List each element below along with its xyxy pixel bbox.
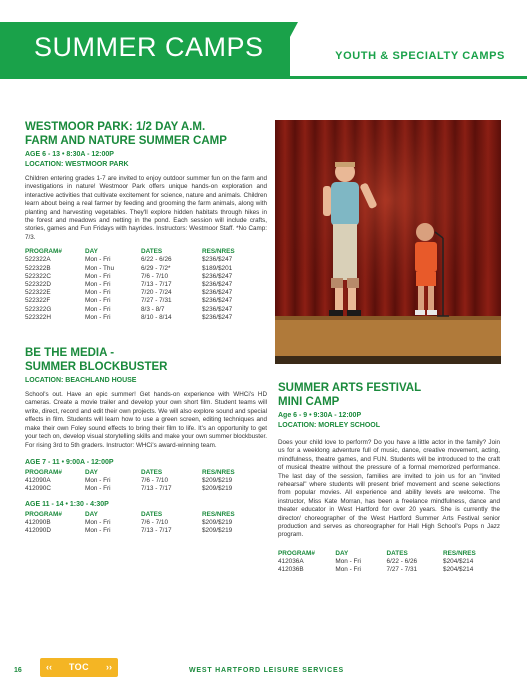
table-cell: $204/$214 <box>443 566 474 574</box>
media-location: LOCATION: BEACHLAND HOUSE <box>25 377 137 385</box>
media-schedule-table-1 <box>25 469 262 494</box>
column-header: RES/NRES <box>202 468 235 476</box>
table-row <box>25 527 262 535</box>
table-cell: 8/3 - 8/7 <box>141 305 165 313</box>
table-cell: 6/29 - 7/2* <box>141 264 171 272</box>
table-cell: $236/$247 <box>202 289 233 297</box>
table-cell: Mon - Fri <box>85 485 111 493</box>
column-header: DATES <box>386 549 408 557</box>
arts-section <box>278 381 500 574</box>
table-cell: 412090B <box>25 518 51 526</box>
table-cell: 8/10 - 8/14 <box>141 313 172 321</box>
table-cell: $236/$247 <box>202 297 233 305</box>
table-header-row <box>25 469 262 477</box>
table-cell: 522322B <box>25 264 51 272</box>
table-row <box>25 281 262 289</box>
table-cell: $236/$247 <box>202 305 233 313</box>
table-cell: Mon - Thu <box>85 264 115 272</box>
column-header: RES/NRES <box>443 549 476 557</box>
arts-title-line2: MINI CAMP <box>278 396 340 408</box>
table-cell: Mon - Fri <box>85 313 111 321</box>
table-cell: 522322A <box>25 256 51 264</box>
header-stripe <box>0 76 527 79</box>
column-header: RES/NRES <box>202 248 235 256</box>
table-cell: $204/$214 <box>443 558 474 566</box>
table-row <box>278 566 500 574</box>
table-cell: 7/13 - 7/17 <box>141 526 172 534</box>
table-cell: $209/$219 <box>202 518 233 526</box>
arts-rows <box>278 558 500 574</box>
chevron-left-icon: ‹‹ <box>46 662 52 672</box>
media-group2-label: AGE 11 - 14 • 1:30 - 4:30P <box>25 500 109 508</box>
column-header: DAY <box>85 510 98 518</box>
media-title-line1: BE THE MEDIA - <box>25 347 115 360</box>
toc-label: TOC <box>68 662 90 672</box>
media-title-line2: SUMMER BLOCKBUSTER <box>25 361 168 374</box>
table-cell: $236/$247 <box>202 256 233 264</box>
table-cell: $189/$201 <box>202 264 233 272</box>
table-cell: 522322D <box>25 281 51 289</box>
arts-title-line1: SUMMER ARTS FESTIVAL <box>278 382 422 394</box>
page-subtitle: YOUTH & SPECIALTY CAMPS <box>335 50 505 62</box>
footer-organization: WEST HARTFORD LEISURE SERVICES <box>189 667 344 674</box>
table-row <box>25 485 262 493</box>
column-header: PROGRAM# <box>25 248 62 256</box>
table-cell: Mon - Fri <box>85 526 111 534</box>
page-title: SUMMER CAMPS <box>34 32 264 62</box>
table-cell: $209/$219 <box>202 526 233 534</box>
media-rows-2 <box>25 519 262 535</box>
column-header: PROGRAM# <box>278 549 315 557</box>
page-footer <box>0 650 527 681</box>
table-cell: 522322G <box>25 305 52 313</box>
table-cell: Mon - Fri <box>85 518 111 526</box>
westmoor-schedule-table <box>25 248 262 322</box>
column-header: DATES <box>141 248 163 256</box>
table-cell: Mon - Fri <box>85 281 111 289</box>
table-cell: 522322H <box>25 313 51 321</box>
table-row <box>25 265 262 273</box>
table-cell: Mon - Fri <box>85 256 111 264</box>
table-cell: Mon - Fri <box>335 558 361 566</box>
table-cell: Mon - Fri <box>85 297 111 305</box>
column-header: DAY <box>85 468 98 476</box>
table-cell: 412090A <box>25 477 51 485</box>
column-header: DATES <box>141 468 163 476</box>
media-group1-label: AGE 7 - 11 • 9:00A - 12:00P <box>25 458 114 466</box>
table-cell: 7/27 - 7/31 <box>141 297 172 305</box>
table-cell: Mon - Fri <box>335 566 361 574</box>
column-header: DAY <box>85 248 98 256</box>
table-cell: 522322C <box>25 272 51 280</box>
table-cell: 522322F <box>25 297 51 305</box>
media-rows-1 <box>25 477 262 493</box>
table-cell: 6/22 - 6/26 <box>141 256 172 264</box>
column-header: DATES <box>141 510 163 518</box>
table-row <box>25 519 262 527</box>
left-column <box>25 120 267 535</box>
table-cell: 7/6 - 7/10 <box>141 477 169 485</box>
westmoor-title-line1: WESTMOOR PARK: 1/2 DAY A.M. <box>25 121 206 133</box>
table-cell: 412036A <box>278 558 304 566</box>
table-header-row <box>278 550 500 558</box>
table-cell: Mon - Fri <box>85 289 111 297</box>
column-header: RES/NRES <box>202 510 235 518</box>
table-header-row <box>25 248 262 256</box>
media-description: School's out. Have an epic summer! Get hands-on experience with WHCi's HD cameras. Create a movie trailer and develop your own short film. Student teams will write, direct, record and edit their own projects. We will also explore sound and special effects in film. Students will learn how to use a green screen, editing techniques and make their own Foley sound effects to bring their film to life. It's an opportunity to get your tech on, develop visual storytelling skills and make your own summer blockbuster. For rising 3rd to 5th graders. Instructor: WHCi's award-winning team. <box>25 391 267 449</box>
table-cell: 7/13 - 7/17 <box>141 281 172 289</box>
arts-description: Does your child love to perform? Do you have a little actor in the family? Join us for a weeklong adventure full of music, dance, creative movement, acting, mindfulness, theatre games, and FUN. Students will be introduced to the craft of musical theatre without the pressure of a formal memorized performance. The last day of the session, families are invited to join us for an "invited rehearsal" where students will present brief movement and scene selections from popular movies. All experience and ability levels are welcome. The instructor, Miss Kate Morran, has been a freelance mindfulness, dance and theater educator in West Hartford for over 20 years. She is currently the director/ choreographer of the West Hartford Summer Arts Festival senior production and serves as choreographer for Hall High School's Pops n Jazz program. <box>278 439 500 539</box>
table-cell: 7/20 - 7/24 <box>141 289 172 297</box>
media-section <box>25 346 267 535</box>
westmoor-age: AGE 6 - 13 • 8:30A - 12:00P <box>25 151 114 158</box>
westmoor-title-line2: FARM AND NATURE SUMMER CAMP <box>25 135 227 147</box>
page-number: 16 <box>14 667 22 674</box>
table-row <box>25 314 262 322</box>
chevron-right-icon: ›› <box>106 662 112 672</box>
table-cell: 7/27 - 7/31 <box>386 566 418 574</box>
table-row <box>25 256 262 264</box>
table-cell: 412090C <box>25 485 51 493</box>
table-cell: Mon - Fri <box>85 477 111 485</box>
table-cell: Mon - Fri <box>85 305 111 313</box>
header-diagonal <box>268 22 298 78</box>
toc-button[interactable] <box>40 658 118 677</box>
table-header-row <box>25 511 262 519</box>
table-row <box>25 289 262 297</box>
media-schedule-table-2 <box>25 511 262 536</box>
table-cell: 412036B <box>278 566 304 574</box>
table-cell: 522322E <box>25 289 51 297</box>
westmoor-description: Children entering grades 1-7 are invited to enjoy outdoor summer fun on the farm and investigations in nature! Westmoor Park offers unique hands-on exploration and interactive activities that cultivate excitement for science, nature and animals. Children learn about being a real farmer by feeding and grooming the farm animals, along with planting and harvesting vegetables. They'll explore hidden habitats through hikes in the forest and meadows and netting in the pond. Each session will include crafts, stories, games and Fun Fridays with hayrides. Instructors: Westmoor Staff. *No Camp: 7/3. <box>25 175 267 241</box>
stage-photo-illustration <box>275 120 501 364</box>
table-row <box>278 558 500 566</box>
table-cell: $209/$219 <box>202 477 233 485</box>
table-cell: 6/22 - 6/26 <box>386 558 418 566</box>
table-cell: 7/6 - 7/10 <box>141 272 169 280</box>
table-cell: $209/$219 <box>202 485 233 493</box>
arts-schedule-table <box>278 550 500 575</box>
table-cell: 7/13 - 7/17 <box>141 485 172 493</box>
table-cell: $236/$247 <box>202 313 233 321</box>
table-row <box>25 273 262 281</box>
westmoor-section <box>25 120 267 322</box>
table-row <box>25 477 262 485</box>
column-header: DAY <box>335 549 349 557</box>
stage-performance-photo <box>275 120 501 364</box>
westmoor-location: LOCATION: WESTMOOR PARK <box>25 161 129 168</box>
arts-location: LOCATION: MORLEY SCHOOL <box>278 422 381 429</box>
column-header: PROGRAM# <box>25 510 62 518</box>
column-header: PROGRAM# <box>25 468 62 476</box>
table-cell: Mon - Fri <box>85 272 111 280</box>
table-cell: 7/6 - 7/10 <box>141 518 169 526</box>
page-header <box>0 22 527 78</box>
table-cell: $236/$247 <box>202 281 233 289</box>
table-cell: 412090D <box>25 526 51 534</box>
arts-age: Age 6 - 9 • 9:30A - 12:00P <box>278 412 362 419</box>
table-row <box>25 306 262 314</box>
table-row <box>25 297 262 305</box>
table-cell: $236/$247 <box>202 272 233 280</box>
westmoor-rows <box>25 256 262 322</box>
